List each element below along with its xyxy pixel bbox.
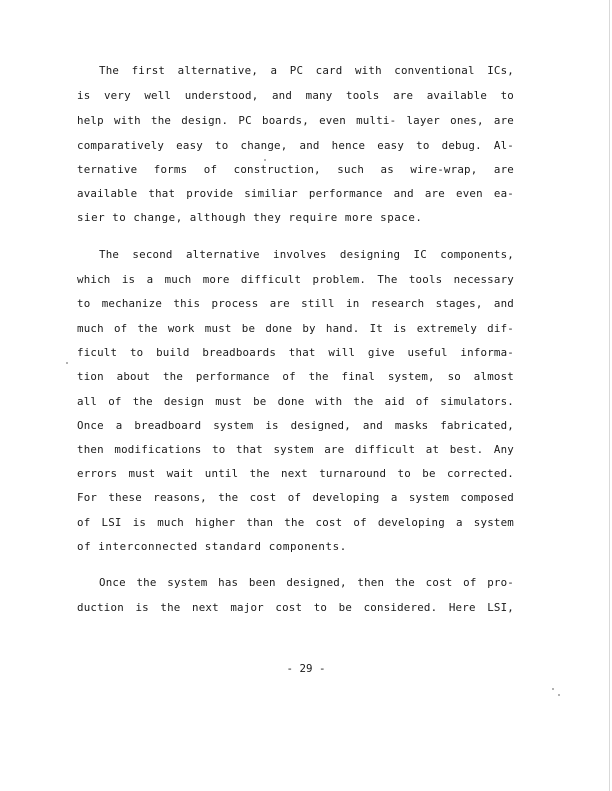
text-line: The first alternative, a PC card with conventional ICs,: [99, 64, 514, 77]
text-line: to mechanize this process are still in research stages, and: [77, 297, 514, 310]
text-line: all of the design must be done with the aid of simulators.: [77, 395, 514, 408]
text-line: available that provide similiar performance and are even ea-: [77, 187, 514, 200]
text-line: is very well understood, and many tools are available to: [77, 89, 514, 102]
text-line: For these reasons, the cost of developing a system composed: [77, 491, 514, 504]
text-line: ternative forms of construction, such as wire-wrap, are: [77, 163, 514, 176]
text-line: much of the work must be done by hand. It is extremely dif-: [77, 322, 514, 335]
text-line: Once a breadboard system is designed, and masks fabricated,: [77, 419, 514, 432]
text-line: sier to change, although they require more space.: [77, 211, 423, 224]
scan-speck: [552, 688, 554, 690]
scan-edge-line: [609, 0, 610, 791]
text-line: of interconnected standard components.: [77, 540, 347, 553]
text-line: errors must wait until the next turnaround to be corrected.: [77, 467, 514, 480]
scan-speck: [264, 159, 266, 161]
scan-speck: [558, 694, 560, 696]
text-line: The second alternative involves designing IC components,: [99, 248, 514, 261]
text-line: then modifications to that system are difficult at best. Any: [77, 443, 514, 456]
scan-speck: [66, 362, 68, 364]
text-line: Once the system has been designed, then the cost of pro-: [99, 576, 514, 589]
text-line: tion about the performance of the final system, so almost: [77, 370, 514, 383]
text-line: of LSI is much higher than the cost of developing a system: [77, 516, 514, 529]
text-line: help with the design. PC boards, even multi- layer ones, are: [77, 114, 514, 127]
text-line: comparatively easy to change, and hence easy to debug. Al-: [77, 139, 514, 152]
text-line: which is a much more difficult problem. The tools necessary: [77, 273, 514, 286]
text-line: ficult to build breadboards that will give useful informa-: [77, 346, 514, 359]
text-line: duction is the next major cost to be considered. Here LSI,: [77, 601, 514, 614]
page-number: - 29 -: [286, 662, 326, 675]
